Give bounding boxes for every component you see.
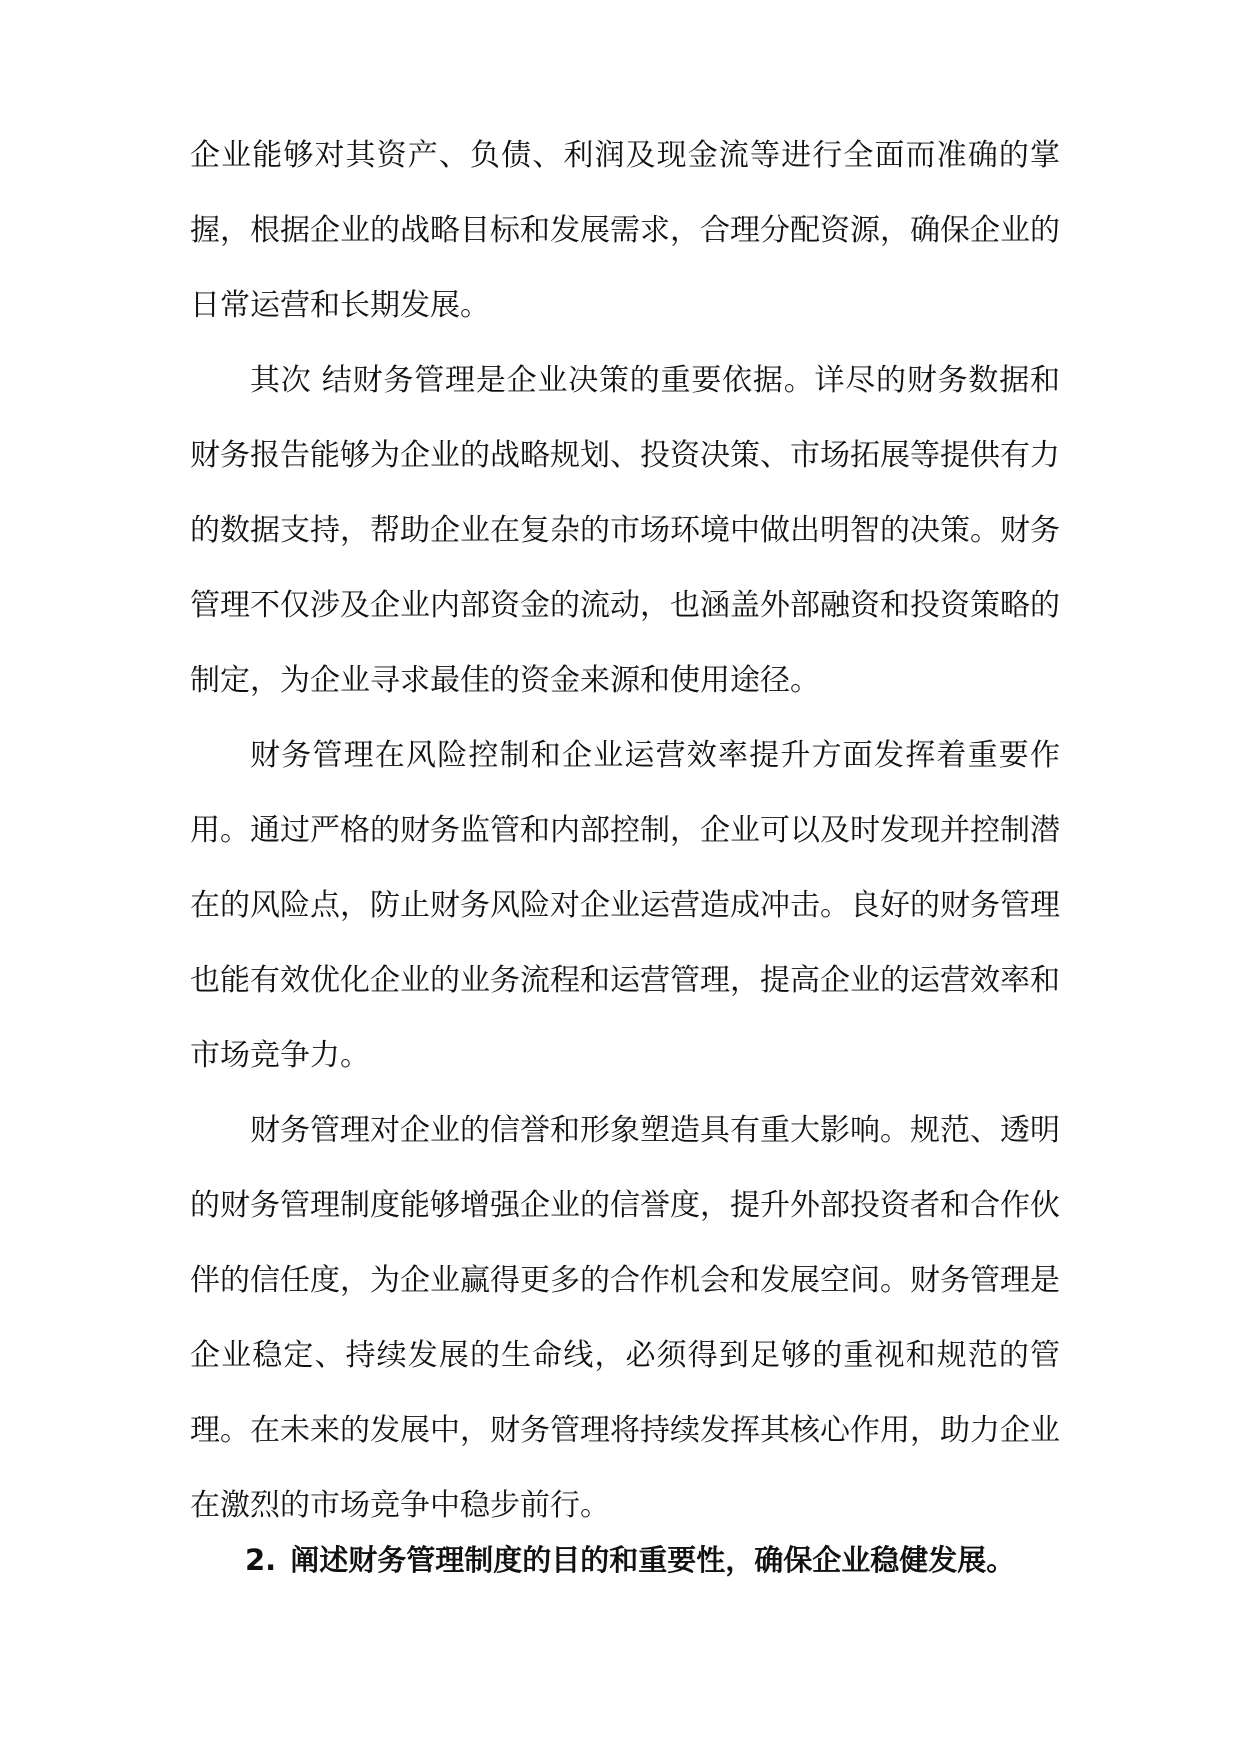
section-heading-text: 阐述财务管理制度的目的和重要性，确保企业稳健发展。	[290, 1543, 1016, 1577]
body-text	[190, 118, 1060, 1543]
paragraph-3: 财务管理在风险控制和企业运营效率提升方面发挥着重要作用。通过严格的财务监管和内部控制，企业可以及时发现并控制潜在的风险点，防止财务风险对企业运营造成冲击。良好的财务管理也能有效优化企业的业务流程和运营管理，提高企业的运营效率和市场竞争力。	[190, 738, 1060, 1073]
paragraph-1: 企业能够对其资产、负债、利润及现金流等进行全面而准确的掌握，根据企业的战略目标和发展需求，合理分配资源，确保企业的日常运营和长期发展。	[190, 138, 1060, 323]
paragraph-2: 其次 结财务管理是企业决策的重要依据。详尽的财务数据和财务报告能够为企业的战略规划、投资决策、市场拓展等提供有力的数据支持，帮助企业在复杂的市场环境中做出明智的决策。财务管理不仅涉及企业内部资金的流动，也涵盖外部融资和投资策略的制定，为企业寻求最佳的资金来源和使用途径。	[190, 363, 1060, 698]
section-number: 2.	[245, 1543, 277, 1577]
section-heading	[245, 1538, 1045, 1582]
paragraph-4: 财务管理对企业的信誉和形象塑造具有重大影响。规范、透明的财务管理制度能够增强企业的信誉度，提升外部投资者和合作伙伴的信任度，为企业赢得更多的合作机会和发展空间。财务管理是企业稳定、持续发展的生命线，必须得到足够的重视和规范的管理。在未来的发展中，财务管理将持续发挥其核心作用，助力企业在激烈的市场竞争中稳步前行。	[190, 1113, 1060, 1523]
